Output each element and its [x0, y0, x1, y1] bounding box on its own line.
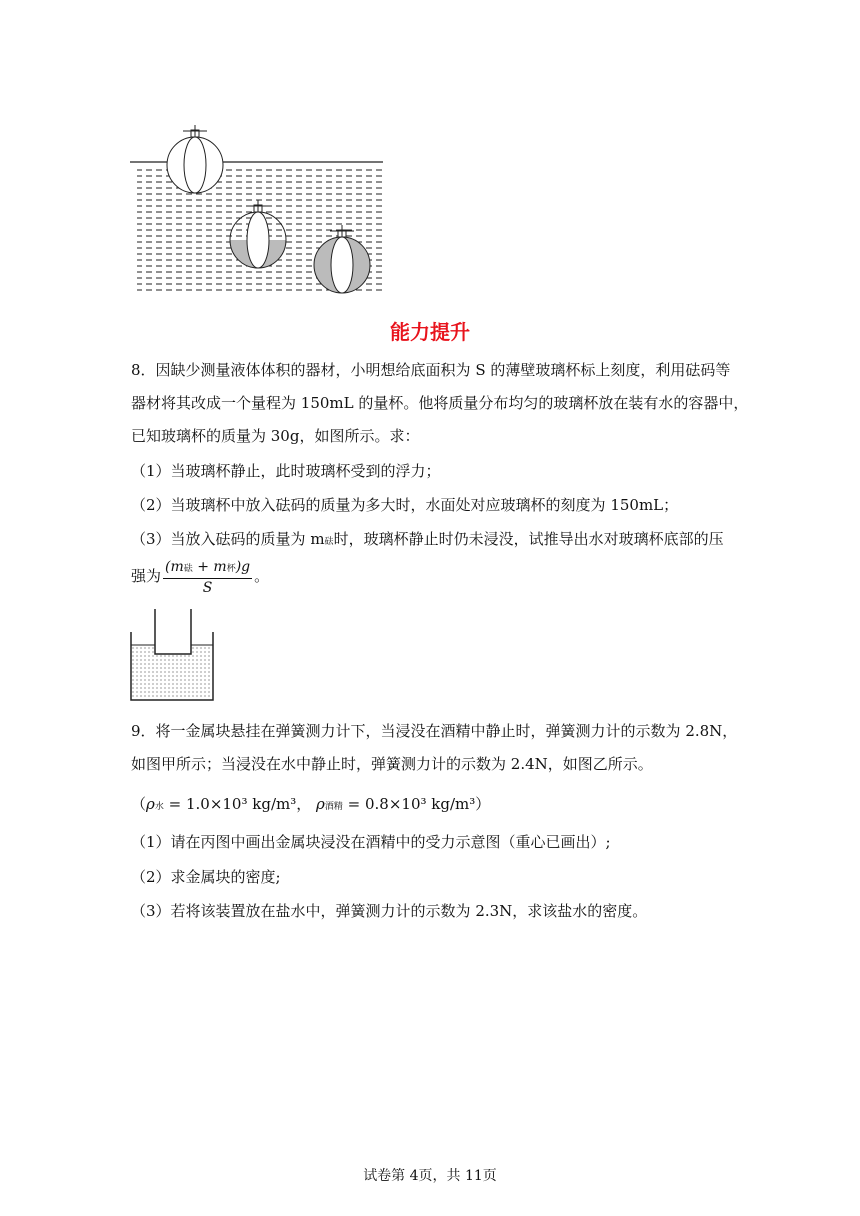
q8-part3-formula: 强为 $\frac{\text{(m砝 + m杯)g}}{S}$ 。: [131, 558, 270, 596]
q8-line2: 器材将其改成一个量程为 150mL 的量杯。他将质量分布均匀的玻璃杯放在装有水的容器中，: [131, 394, 749, 412]
sphere-floating: [167, 125, 223, 193]
q8-part3: （3）当放入砝码的质量为 m砝时，玻璃杯静止时仍未浸没，试推导出水对玻璃杯底部的压: [131, 530, 724, 548]
q9-given-densities: （ρ水 = 1.0×10³ kg/m³， ρ酒精 = 0.8×10³ kg/m³）: [131, 795, 491, 813]
q9-part2: （2）求金属块的密度;: [131, 868, 281, 886]
q8-part2: （2）当玻璃杯中放入砝码的质量为多大时，水面处对应玻璃杯的刻度为 150mL；: [131, 496, 679, 514]
q9-part1: （1）请在丙图中画出金属块浸没在酒精中的受力示意图（重心已画出）;: [131, 833, 611, 851]
page-footer: 试卷第 4页，共 11页: [363, 1168, 497, 1184]
q9-line2: 如图甲所示；当浸没在水中静止时，弹簧测力计的示数为 2.4N，如图乙所示。: [131, 755, 653, 773]
q9-line1: 9．将一金属块悬挂在弹簧测力计下，当浸没在酒精中静止时，弹簧测力计的示数为 2.8N，: [131, 722, 738, 740]
q8-line1: 8．因缺少测量液体体积的器材，小明想给底面积为 S 的薄壁玻璃杯标上刻度，利用砝码等: [131, 361, 731, 379]
section-title: 能力提升: [390, 320, 470, 344]
q8-line3: 已知玻璃杯的质量为 30g，如图所示。求：: [131, 427, 420, 445]
q9-part3: （3）若将该装置放在盐水中，弹簧测力计的示数为 2.3N，求该盐水的密度。: [131, 902, 648, 920]
pressure-fraction: $\frac{\text{(m砝 + m杯)g}}{S}$: [165, 558, 251, 596]
glass-cup-figure: [128, 607, 218, 702]
q8-part1: （1）当玻璃杯静止，此时玻璃杯受到的浮力；: [131, 462, 441, 480]
floating-spheres-figure: [125, 125, 390, 300]
